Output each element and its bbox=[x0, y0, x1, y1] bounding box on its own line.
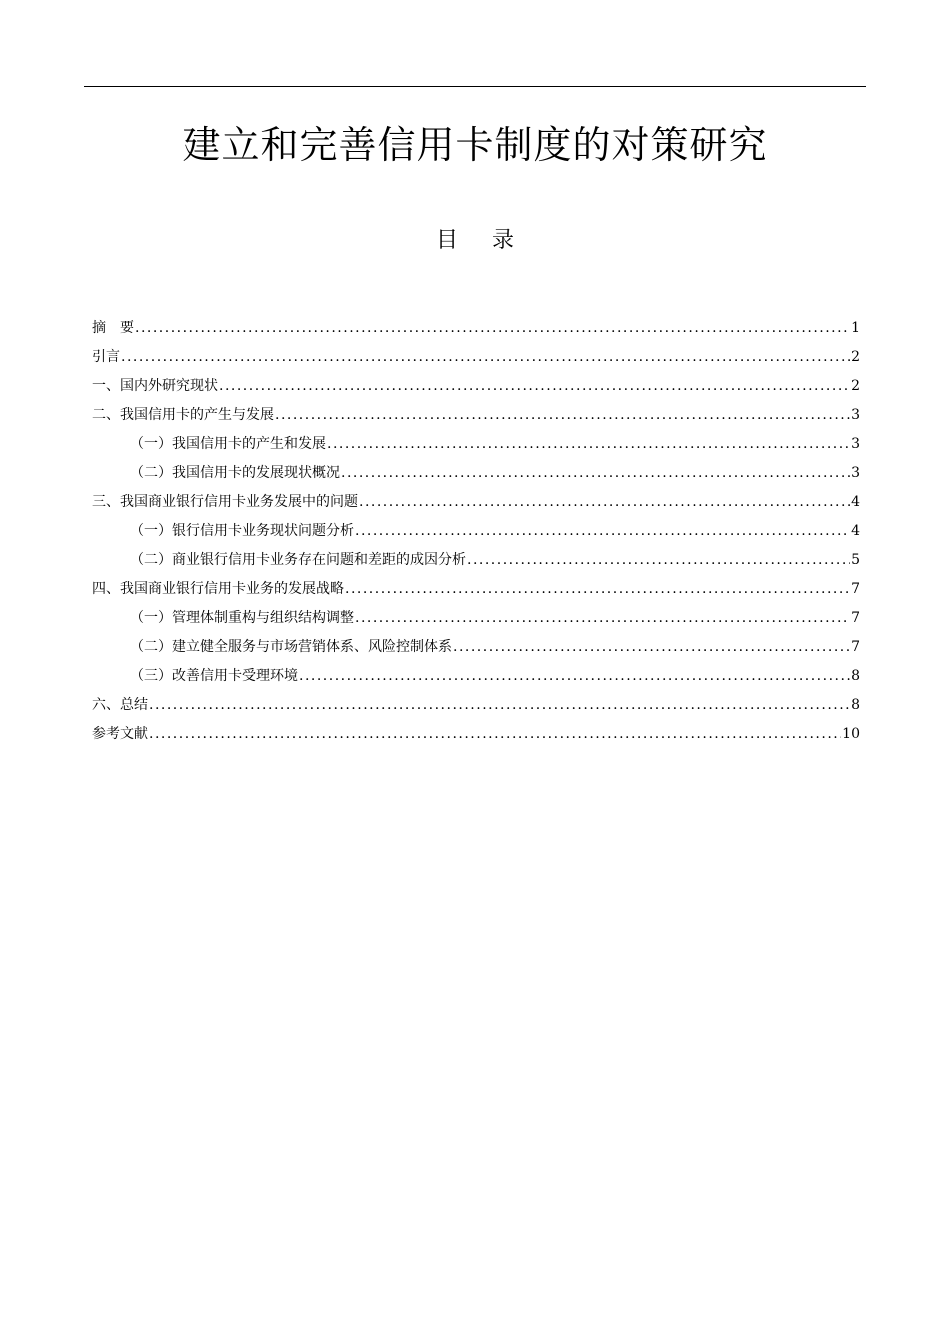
toc-entry-label: 六、总结 bbox=[92, 697, 148, 713]
toc-subentry[interactable] bbox=[92, 459, 860, 488]
toc-subentry[interactable] bbox=[92, 546, 860, 575]
toc-dot-leader bbox=[341, 459, 850, 488]
toc-dot-leader bbox=[355, 604, 850, 633]
toc-entry-label: 参考文献 bbox=[92, 726, 148, 742]
toc-entry[interactable] bbox=[92, 401, 860, 430]
toc-entry[interactable] bbox=[92, 720, 860, 749]
toc-dot-leader bbox=[467, 546, 850, 575]
toc-dot-leader bbox=[121, 343, 850, 372]
toc-entry-label: 一、国内外研究现状 bbox=[92, 378, 218, 394]
toc-entry-page: 8 bbox=[851, 668, 860, 684]
document-title: 建立和完善信用卡制度的对策研究 bbox=[182, 123, 768, 167]
toc-entry-page: 5 bbox=[851, 552, 860, 568]
toc-dot-leader bbox=[355, 517, 850, 546]
toc-entry-page: 7 bbox=[851, 610, 860, 626]
toc-entry-label: 三、我国商业银行信用卡业务发展中的问题 bbox=[92, 494, 358, 510]
toc-entry-label: （一）管理体制重构与组织结构调整 bbox=[130, 610, 354, 626]
toc-entry-label: 引言 bbox=[92, 349, 120, 365]
toc-entry-page: 7 bbox=[851, 639, 860, 655]
toc-entry-label: （二）我国信用卡的发展现状概况 bbox=[130, 465, 340, 481]
toc-entry-label: （二）商业银行信用卡业务存在问题和差距的成因分析 bbox=[130, 552, 466, 568]
toc-entry-label: （一）我国信用卡的产生和发展 bbox=[130, 436, 326, 452]
toc-dot-leader bbox=[299, 662, 850, 691]
toc-entry-label: （三）改善信用卡受理环境 bbox=[130, 668, 298, 684]
toc-dot-leader bbox=[359, 488, 850, 517]
table-of-contents bbox=[92, 314, 860, 749]
toc-entry-page: 3 bbox=[851, 407, 860, 423]
toc-entry-label: 四、我国商业银行信用卡业务的发展战略 bbox=[92, 581, 344, 597]
toc-entry[interactable] bbox=[92, 691, 860, 720]
toc-subentry[interactable] bbox=[92, 633, 860, 662]
toc-subentry[interactable] bbox=[92, 604, 860, 633]
toc-entry[interactable] bbox=[92, 372, 860, 401]
toc-entry[interactable] bbox=[92, 343, 860, 372]
toc-entry-page: 8 bbox=[851, 697, 860, 713]
toc-entry[interactable] bbox=[92, 314, 860, 343]
toc-entry-label: 二、我国信用卡的产生与发展 bbox=[92, 407, 274, 423]
toc-dot-leader bbox=[135, 314, 850, 343]
toc-entry-page: 2 bbox=[851, 349, 860, 365]
header-rule bbox=[84, 86, 866, 87]
toc-entry[interactable] bbox=[92, 488, 860, 517]
toc-entry-page: 2 bbox=[851, 378, 860, 394]
toc-entry-page: 3 bbox=[851, 465, 860, 481]
toc-subentry[interactable] bbox=[92, 662, 860, 691]
toc-entry-page: 4 bbox=[851, 494, 860, 510]
toc-dot-leader bbox=[149, 720, 841, 749]
toc-entry-label: （二）建立健全服务与市场营销体系、风险控制体系 bbox=[130, 639, 452, 655]
toc-subentry[interactable] bbox=[92, 430, 860, 459]
toc-entry-page: 4 bbox=[851, 523, 860, 539]
toc-dot-leader bbox=[275, 401, 850, 430]
toc-dot-leader bbox=[149, 691, 850, 720]
toc-entry-page: 10 bbox=[842, 726, 860, 742]
toc-dot-leader bbox=[453, 633, 850, 662]
toc-dot-leader bbox=[219, 372, 850, 401]
toc-heading: 目录 bbox=[435, 228, 548, 253]
toc-subentry[interactable] bbox=[92, 517, 860, 546]
toc-entry-page: 3 bbox=[851, 436, 860, 452]
toc-dot-leader bbox=[327, 430, 850, 459]
toc-entry-page: 7 bbox=[851, 581, 860, 597]
toc-entry-label: （一）银行信用卡业务现状问题分析 bbox=[130, 523, 354, 539]
toc-entry[interactable] bbox=[92, 575, 860, 604]
toc-entry-label: 摘 要 bbox=[92, 320, 134, 336]
toc-dot-leader bbox=[345, 575, 850, 604]
toc-entry-page: 1 bbox=[851, 320, 860, 336]
